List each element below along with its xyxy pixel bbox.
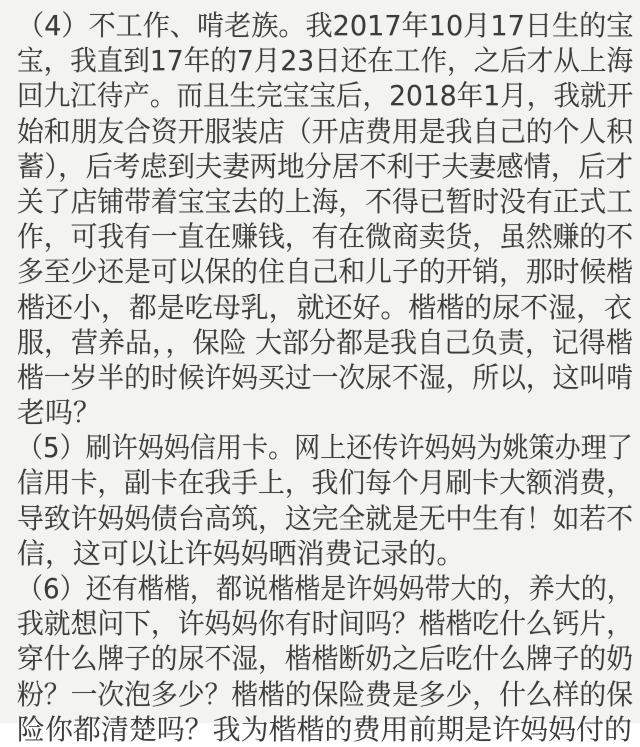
text-line-9: 楷还小，都是吃母乳，就还好。楷楷的尿不湿，衣 [17, 290, 633, 324]
text-line-16: 信，这可以让许妈妈晒消费记录的。 [17, 536, 465, 570]
text-line-15: 导致许妈妈债台高筑，这完全就是无中生有！如若不 [17, 501, 634, 535]
text-line-7: 作，可我有一直在赚钱，有在微商卖货，虽然赚的不 [17, 220, 634, 254]
text-line-20: 粉？一次泡多少？楷楷的保险费是多少，什么样的保 [17, 677, 634, 711]
text-line-4: 始和朋友合资开服装店（开店费用是我自己的个人积 [17, 114, 634, 148]
text-line-10: 服，营养品，，保险 大部分都是我自己负责，记得楷 [17, 325, 633, 359]
text-line-17: （6）还有楷楷，都说楷楷是许妈妈带大的，养大的， [17, 572, 633, 605]
text-line-5: 蓄），后考虑到夫妻两地分居不利于夫妻感情，后才 [17, 149, 634, 183]
text-line-13: （5）刷许妈妈信用卡。网上还传许妈妈为姚策办理了 [17, 431, 633, 465]
text-line-6: 关了店铺带着宝宝去的上海，不得已暂时没有正式工 [17, 184, 634, 218]
text-line-14: 信用卡，副卡在我手上，我们每个月刷卡大额消费， [17, 466, 634, 500]
text-line-3: 回九江待产。而且生完宝宝后，2018年1月，我就开 [17, 79, 634, 113]
text-line-18: 我就想问下，许妈妈你有时间吗？楷楷吃什么钙片， [17, 607, 634, 641]
text-line-21: 险你都清楚吗？我为楷楷的费用前期是许妈妈付的 [17, 712, 633, 746]
text-line-8: 多至少还是可以保的住自己和儿子的开销，那时候楷 [17, 255, 634, 289]
text-line-12: 老吗？ [17, 396, 101, 430]
text-line-11: 楷一岁半的时候许妈买过一次尿不湿，所以，这叫啃 [17, 360, 634, 394]
article-text-block [17, 8, 634, 747]
text-line-19: 穿什么牌子的尿不湿，楷楷断奶之后吃什么牌子的奶 [17, 642, 634, 676]
text-line-2: 宝，我直到17年的7月23日还在工作，之后才从上海 [17, 44, 634, 78]
text-line-1: （4）不工作、啃老族。我2017年10月17日生的宝 [17, 9, 634, 42]
